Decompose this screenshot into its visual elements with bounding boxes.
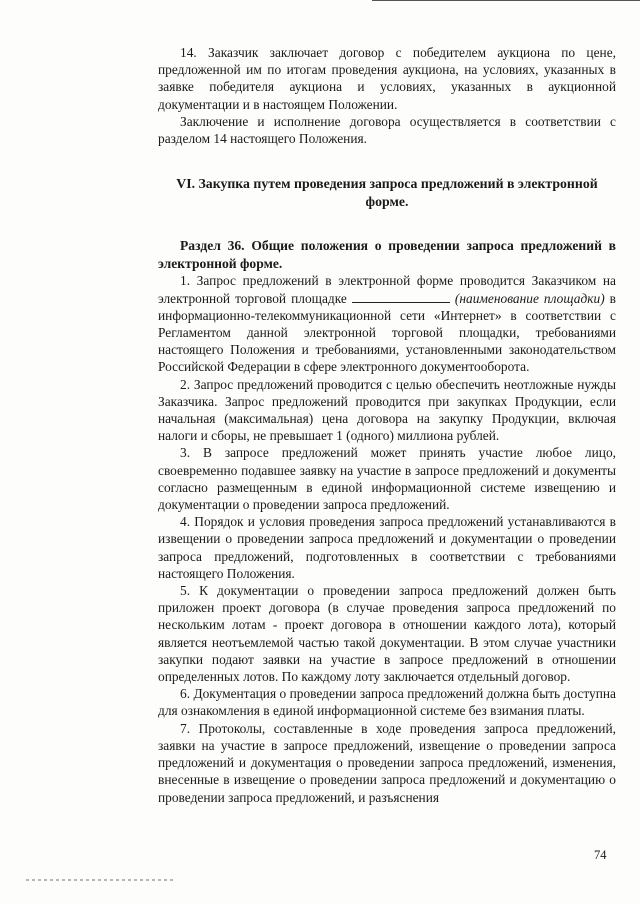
page-number: 74 — [594, 848, 607, 862]
paragraph-item-1 — [158, 272, 616, 375]
paragraph-contract-execution: Заключение и исполнение договора осуществляется в соответствии с разделом 14 настоящего Положения. — [158, 113, 616, 147]
subsection-title: Раздел 36. Общие положения о проведении запроса предложений в электронной форме. — [158, 238, 616, 271]
scan-artifact — [26, 879, 176, 881]
item1-text-after: в информационно-телекоммуникационной сети «Интернет» в соответствии с Регламентом данной электронной торговой площадки, требованиями настоящего Положения и требованиями, установленными законодательством Российской Федерации в сфере электронного документооборота. — [158, 290, 616, 375]
paragraph-item-2: 2. Запрос предложений проводится с целью обеспечить неотложные нужды Заказчика. Запрос предложений проводится при закупках Продукции, если начальная (максимальная) цена договора на закупку Продукции, включая налоги и сборы, не превышает 1 (одного) миллиона рублей. — [158, 376, 616, 444]
paragraph-item-3: 3. В запросе предложений может принять участие любое лицо, своевременно подавшее заявку на участие в запросе предложений и документы согласно размещенным в единой информационной системе извещению и документации о проведении запроса предложений. — [158, 445, 616, 513]
paragraph-item-6: 6. Документация о проведении запроса предложений должна быть доступна для ознакомления в единой информационной системе без взимания платы. — [158, 686, 616, 719]
item1-note: (наименование площадки) — [454, 290, 605, 306]
section-title: VI. Закупка путем проведения запроса предложений в электронной форме. — [176, 176, 598, 210]
paragraph-item-7: 7. Протоколы, составленные в ходе проведения запроса предложений, заявки на участие в запросе предложений, извещение о проведении запроса предложений и документация о проведении запроса предложений, изменения, внесенные в извещение о проведении запроса предложений и документацию о проведении запроса предложений, и разъяснения — [158, 720, 616, 805]
paragraph-item-4: 4. Порядок и условия проведения запроса предложений устанавливаются в извещении о проведении запроса предложений и документации о проведении запроса предложений, подготовленных в соответствии с требованиями настоящего Положения. — [158, 514, 616, 581]
document-body — [158, 44, 616, 806]
paragraph-14: 14. Заказчик заключает договор с победителем аукциона по цене, предложенной им по итогам проведения аукциона, на условиях, указанных в заявке победителя аукциона и условиях, указанных в аукционной документации и в настоящем Положении. — [158, 45, 616, 112]
paragraph-item-5: 5. К документации о проведении запроса предложений должен быть приложен проект договора (в случае проведения запроса предложений по нескольким лотам - проект договора в отношении каждого лота), который является неотъемлемой частью такой документации. В этом случае участники закупки подают заявки на участие в запросе предложений в отношении определенных лотов. По каждому лоту заключается отдельный договор. — [158, 583, 616, 685]
item1-text-before: 1. Запрос предложений в электронной форме проводится Заказчиком на электронной торговой площадке — [158, 273, 616, 306]
scan-edge-line — [372, 0, 640, 1]
platform-name-blank — [352, 292, 450, 303]
